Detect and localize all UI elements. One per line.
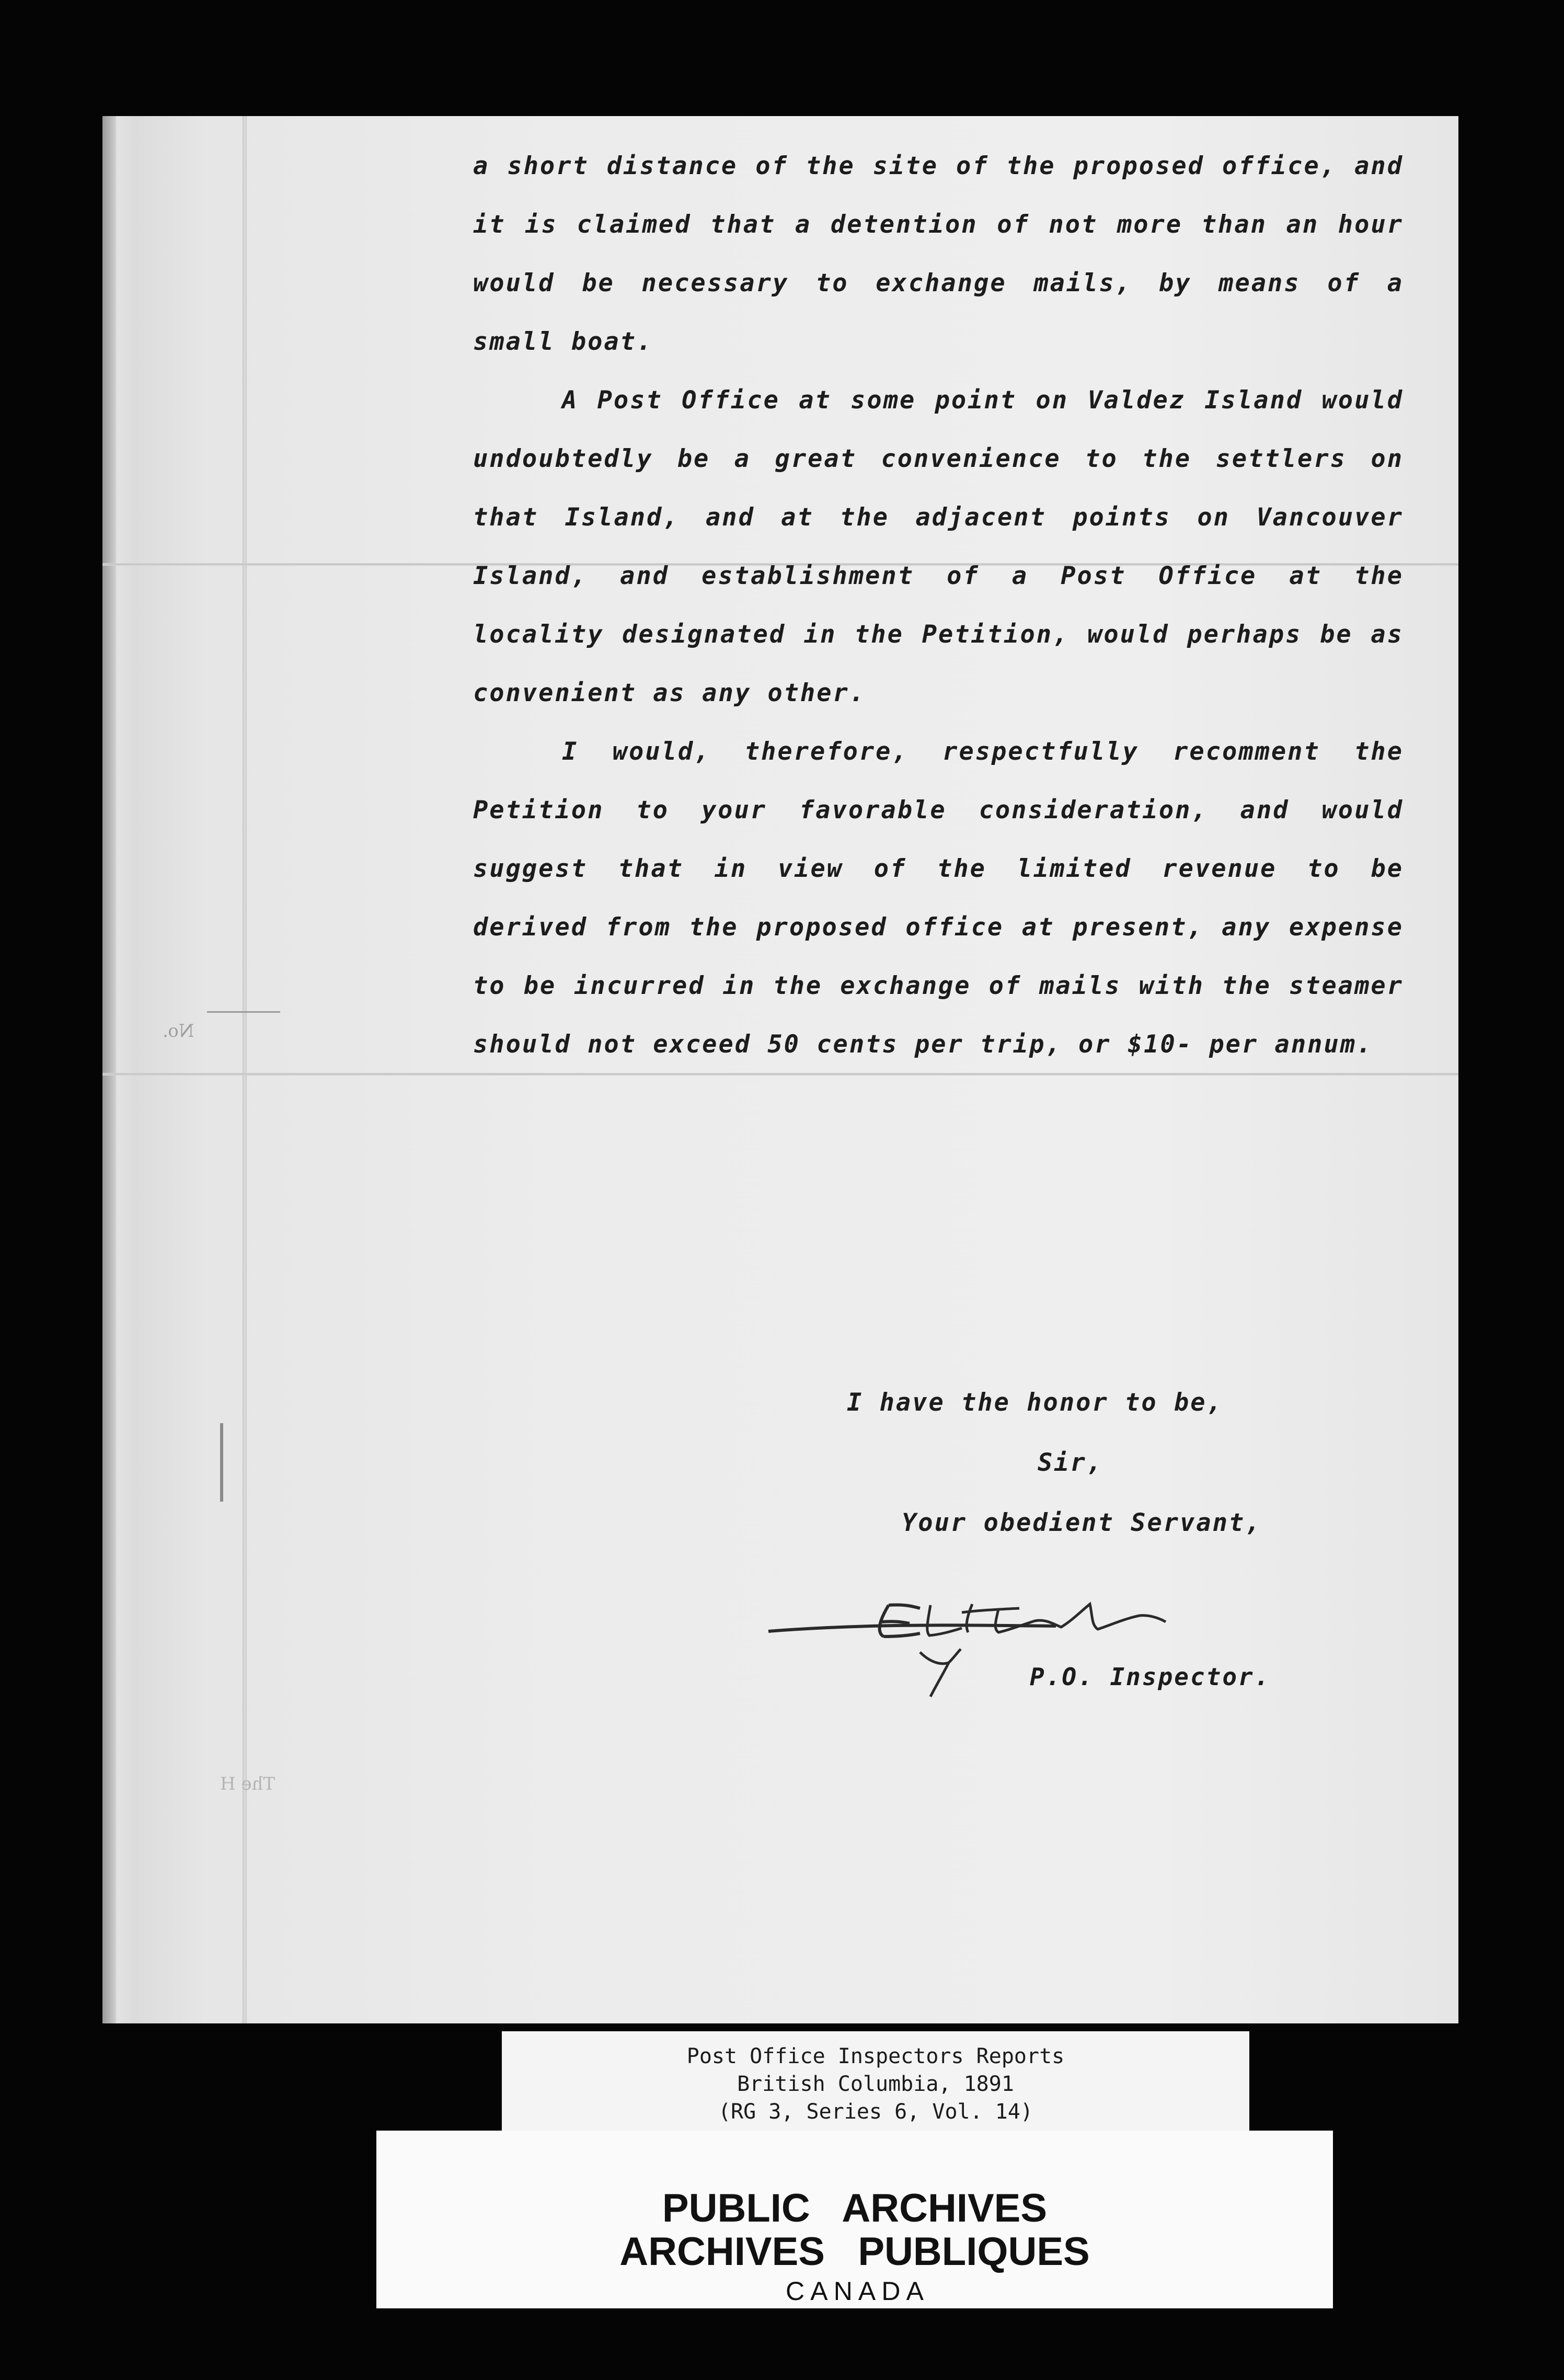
archives-country: C A N A D A [785,2276,924,2306]
bleed-through-mark: The H [220,1773,275,1794]
reference-volume: (RG 3, Series 6, Vol. 14) [718,2100,1033,2124]
bleed-through-mark: No. [163,1021,194,1042]
archives-stamp [376,2131,1333,2308]
closing-line: I have the honor to be, [847,1388,1223,1417]
letter-body [473,137,1404,1074]
reference-series: Post Office Inspectors Reports [686,2044,1065,2068]
archives-name-en: PUBLIC ARCHIVES [662,2186,1048,2230]
margin-tick [220,1423,223,1502]
paragraph: a short distance of the site of the proposed office, and it is claimed that a detention of not more than an hour would be necessary to exchange mails, by means of a small boat. [473,152,1404,356]
closing-salutation: Sir, [1038,1448,1103,1477]
archives-name-fr: ARCHIVES PUBLIQUES [619,2229,1090,2274]
signatory-title: P.O. Inspector. [1030,1663,1271,1691]
closing-line: Your obedient Servant, [902,1508,1262,1537]
reference-region-year: British Columbia, 1891 [737,2072,1014,2096]
paragraph: A Post Office at some point on Valdez Island would undoubtedly be a great convenience to the settlers on that Island, and at the adjacent points on Vancouver Island, and establishment of a Post Office at the locality designated in the Petition, would perhaps be as convenient as any other. [473,386,1404,707]
page-fold-vertical [243,116,247,2023]
page-edge-shadow [102,116,116,2023]
paragraph: I would, therefore, respectfully recomment the Petition to your favorable consideration, and would suggest that in view of the limited revenue to be derived from the proposed office at present, any expense to be incurred in the exchange of mails with the steamer should not exceed 50 cents per trip, or $10- per annum. [473,737,1404,1059]
margin-rule [207,1011,280,1013]
